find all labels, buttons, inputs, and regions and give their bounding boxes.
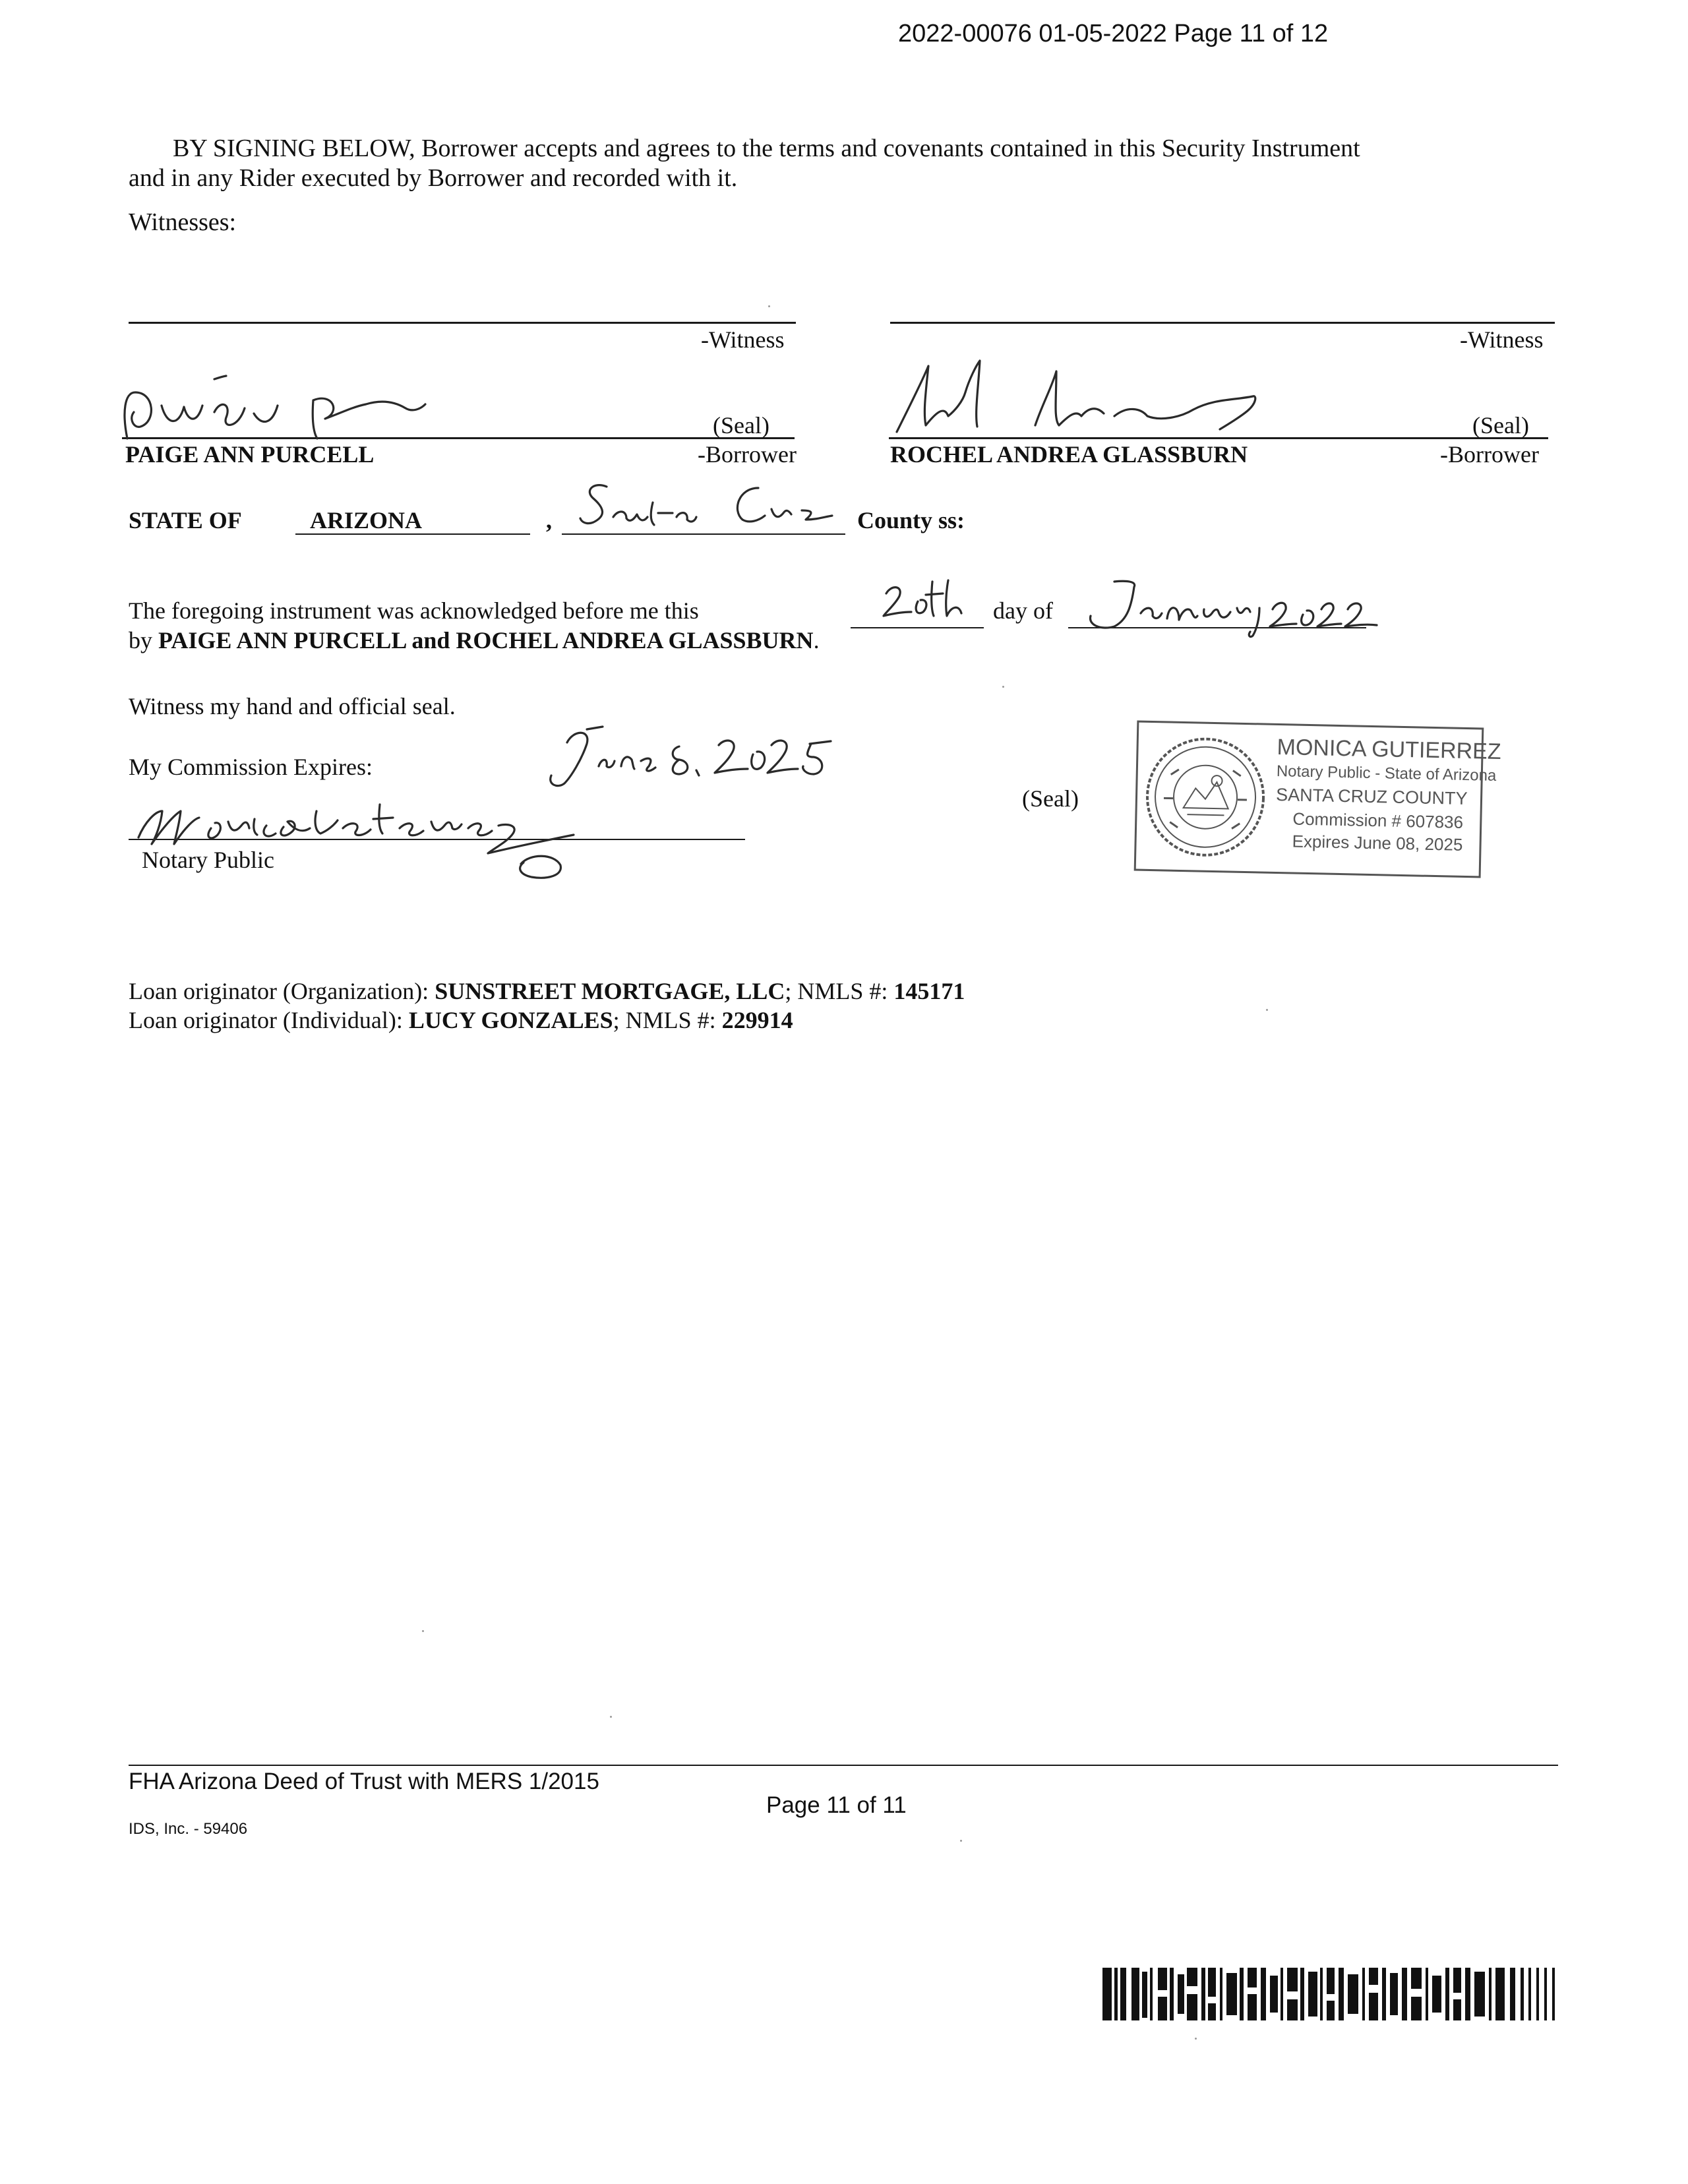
stamp-name: MONICA GUTIERREZ <box>1277 734 1501 765</box>
borrower2-seal: (Seal) <box>1472 412 1529 439</box>
witness2-line <box>890 322 1555 324</box>
witness1-label: -Witness <box>701 326 785 353</box>
county-handwriting <box>574 476 851 539</box>
commission-label: My Commission Expires: <box>129 754 373 780</box>
by-suffix: . <box>813 627 820 653</box>
vendor-code: IDS, Inc. - 59406 <box>129 1820 248 1838</box>
loan-org-name: SUNSTREET MORTGAGE, LLC <box>435 978 785 1004</box>
scan-speck <box>1266 1009 1268 1011</box>
scan-speck <box>1002 686 1004 688</box>
stamp-county: SANTA CRUZ COUNTY <box>1275 784 1468 809</box>
borrower2-role: -Borrower <box>1440 441 1539 468</box>
stamp-commission: Commission # 607836 <box>1292 808 1464 832</box>
acknowledged-text: The foregoing instrument was acknowledged before me this <box>129 597 699 624</box>
scan-speck <box>610 1716 612 1718</box>
signing-paragraph-line1: BY SIGNING BELOW, Borrower accepts and agrees to the terms and covenants contained in this Security Instrument <box>173 135 1360 162</box>
scan-speck <box>1195 2038 1197 2040</box>
state-value: ARIZONA <box>310 507 423 533</box>
month-year-handwriting <box>1068 572 1411 645</box>
scan-speck <box>960 1840 962 1842</box>
state-comma: , <box>546 507 552 533</box>
borrower1-signature <box>115 366 458 442</box>
witnesses-label: Witnesses: <box>129 208 237 236</box>
loan-org-nmls-label: ; NMLS #: <box>785 978 888 1004</box>
scan-speck <box>422 1630 424 1632</box>
borrower1-role: -Borrower <box>698 441 797 468</box>
loan-ind-name: LUCY GONZALES <box>408 1007 613 1033</box>
loan-ind-label: Loan originator (Individual): <box>129 1007 403 1033</box>
stamp-expires: Expires June 08, 2025 <box>1292 831 1463 855</box>
borrower2-name: ROCHEL ANDREA GLASSBURN <box>890 441 1248 468</box>
form-title: FHA Arizona Deed of Trust with MERS 1/2015 <box>129 1769 599 1794</box>
day-handwriting <box>877 575 969 628</box>
day-of-label: day of <box>993 597 1053 624</box>
borrower1-seal: (Seal) <box>713 412 769 439</box>
footer-rule <box>129 1765 1558 1766</box>
notary-seal-label: (Seal) <box>1022 785 1079 812</box>
county-label: County ss: <box>857 507 965 533</box>
commission-handwriting <box>541 720 857 793</box>
by-prefix: by <box>129 627 152 653</box>
state-underline <box>295 533 530 535</box>
loan-org-nmls: 145171 <box>893 978 965 1004</box>
witness2-label: -Witness <box>1460 326 1544 353</box>
recording-stamp: 2022-00076 01-05-2022 Page 11 of 12 <box>898 20 1329 47</box>
state-seal-icon <box>1143 735 1268 860</box>
borrower2-signature <box>884 353 1306 445</box>
loan-ind-nmls: 229914 <box>721 1007 793 1033</box>
loan-ind-nmls-label: ; NMLS #: <box>613 1007 716 1033</box>
scan-speck <box>768 305 770 307</box>
witness1-line <box>129 322 796 324</box>
witness-hand-text: Witness my hand and official seal. <box>129 693 456 719</box>
stamp-line2: Notary Public - State of Arizona <box>1276 762 1497 785</box>
barcode-icon <box>1102 1968 1557 2022</box>
page-number: Page 11 of 11 <box>766 1792 907 1818</box>
borrower1-name: PAIGE ANN PURCELL <box>125 441 375 468</box>
signing-paragraph-line2: and in any Rider executed by Borrower and recorded with it. <box>129 164 738 192</box>
notary-stamp <box>1134 721 1501 878</box>
by-names: PAIGE ANN PURCELL and ROCHEL ANDREA GLASSBURN <box>158 627 814 653</box>
state-label: STATE OF <box>129 507 242 533</box>
loan-org-label: Loan originator (Organization): <box>129 978 429 1004</box>
notary-public-label: Notary Public <box>142 847 274 873</box>
